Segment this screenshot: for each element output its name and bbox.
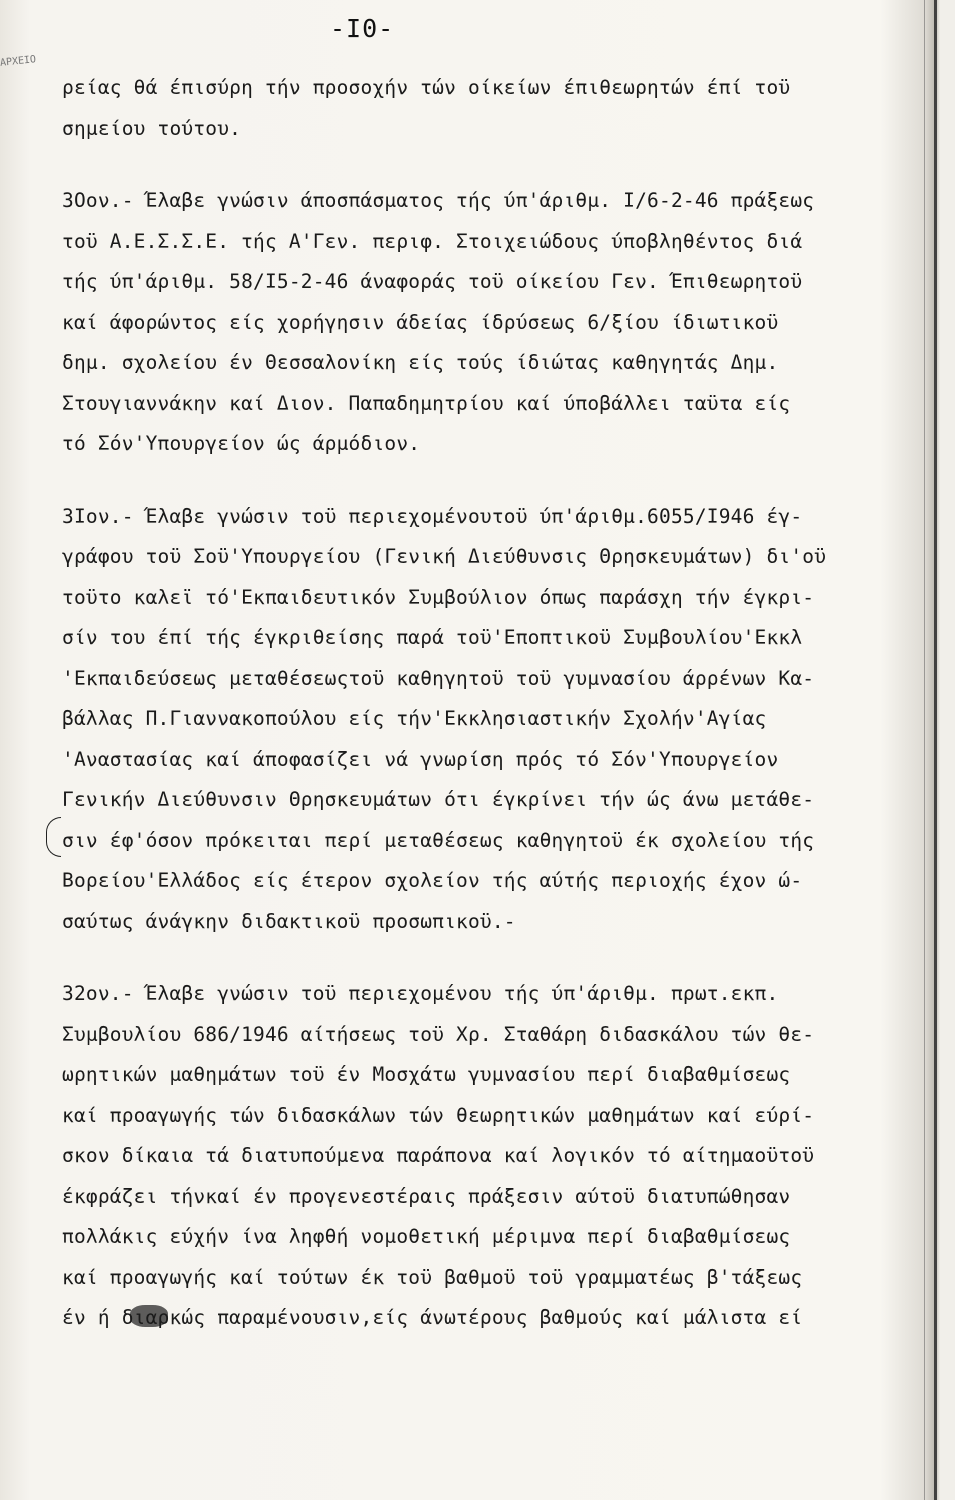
text-line: σαύτως άνάγκην διδακτικοϋ προσωπικοϋ.- bbox=[62, 909, 516, 933]
text-line: σημείου τούτου. bbox=[62, 116, 242, 140]
text-line: καί προαγωγής τών διδασκάλων τών θεωρητικών μαθημάτων καί εύρί- bbox=[62, 1103, 815, 1127]
text-line: 'Εκπαιδεύσεως μεταθέσεωςτοϋ καθηγητοϋ τοϋ γυμνασίου άρρένων Κα- bbox=[62, 666, 815, 690]
text-line: 3Οον.- Έλαβε γνώσιν άποσπάσματος τής ύπ'άριθμ. Ι/6-2-46 πράξεως bbox=[62, 189, 815, 212]
text-line: Βορείου'Ελλάδος είς έτερον σχολείον τής αύτής περιοχής έχον ώ- bbox=[62, 869, 803, 892]
text-line: πολλάκις εύχήν ίνα ληφθή νομοθετική μέριμνα περί διαβαθμίσεως bbox=[62, 1225, 791, 1248]
text-line: τοϋτο καλεϊ τό'Εκπαιδευτικόν Συμβούλιον όπως παράσχη τήν έγκρι- bbox=[62, 585, 815, 609]
handwritten-bracket bbox=[46, 817, 61, 857]
paragraph bbox=[62, 181, 892, 465]
text-line: ωρητικών μαθημάτων τοϋ έν Μοσχάτω γυμνασίου περί διαβαθμίσεως bbox=[62, 1063, 791, 1086]
text-line: Στουγιαννάκην καί Διον. Παπαδημητρίου καί ύποβάλλει ταϋτα είς bbox=[62, 391, 791, 415]
binding-edge bbox=[934, 0, 937, 1500]
text-line: τής ύπ'άριθμ. 58/Ι5-2-46 άναφοράς τοϋ οίκείου Γεν. Έπιθεωρητοϋ bbox=[62, 270, 803, 293]
text-line: 'Αναστασίας καί άποφασίζει νά γνωρίση πρός τό Σόν'Υπουργείον bbox=[62, 747, 779, 771]
text-line: 3Ιον.- Έλαβε γνώσιν τοϋ περιεχομένουτοϋ ύπ'άριθμ.6055/Ι946 έγ- bbox=[62, 504, 803, 528]
document-body bbox=[62, 68, 892, 1339]
text-line: καί προαγωγής καί τούτων έκ τοϋ βαθμοϋ τοϋ γραμματέως β'τάξεως bbox=[62, 1265, 803, 1289]
text-line: ρείας θά έπισύρη τήν προσοχήν τών οίκείων έπιθεωρητών έπί τοϋ bbox=[62, 76, 791, 99]
paragraph bbox=[62, 68, 892, 149]
paragraph bbox=[62, 497, 892, 943]
text-line: Συμβουλίου 686/1946 αίτήσεως τοϋ Χρ. Σταθάρη διδασκάλου τών θε- bbox=[62, 1022, 815, 1046]
text-line: Γενικήν Διεύθυνσιν Θρησκευμάτων ότι έγκρίνει τήν ώς άνω μετάθε- bbox=[62, 788, 815, 811]
text-line: 32ον.- Έλαβε γνώσιν τοϋ περιεχομένου τής ύπ'άριθμ. πρωτ.εκπ. bbox=[62, 982, 779, 1005]
text-line: σκον δίκαια τά διατυπούμενα παράπονα καί λογικόν τό αίτημαοϋτοϋ bbox=[62, 1144, 815, 1167]
text-line: δημ. σχολείου έν Θεσσαλονίκη είς τούς ίδιώτας καθηγητάς Δημ. bbox=[62, 351, 779, 374]
text-line: τοϋ Α.Ε.Σ.Σ.Ε. τής Α'Γεν. περιφ. Στοιχειώδους ύποβληθέντος διά bbox=[62, 229, 803, 253]
paragraph bbox=[62, 974, 892, 1339]
page-number: -Ι0- bbox=[330, 14, 395, 43]
text-line: σιν έφ'όσον πρόκειται περί μεταθέσεως καθηγητοϋ έκ σχολείου τής bbox=[62, 828, 815, 852]
text-line: γράφου τοϋ Σοϋ'Υπουργείου (Γενική Διεύθυνσις Θρησκευμάτων) δι'οϋ bbox=[62, 545, 827, 568]
margin-stamp: ΑΡΧΕΙΟ bbox=[0, 54, 37, 69]
text-line: σίν του έπί τής έγκριθείσης παρά τοϋ'Εποπτικοϋ Συμβουλίου'Εκκλ bbox=[62, 626, 803, 649]
text-line: βάλλας Π.Γιαννακοπούλου είς τήν'Εκκλησιαστικήν Σχολήν'Αγίας bbox=[62, 707, 767, 730]
text-line: έν ή διαρκώς παραμένουσιν,είς άνωτέρους βαθμούς καί μάλιστα εί bbox=[62, 1306, 803, 1329]
text-line: έκφράζει τήνκαί έν προγενεστέραις πράξεσιν αύτοϋ διατυπώθησαν bbox=[62, 1184, 791, 1208]
text-line: καί άφορώντος είς χορήγησιν άδείας ίδρύσεως 6/ξίου ίδιωτικοϋ bbox=[62, 310, 779, 334]
text-line: τό Σόν'Υπουργείον ώς άρμόδιον. bbox=[62, 432, 421, 455]
binding-edge-secondary bbox=[924, 0, 925, 1500]
